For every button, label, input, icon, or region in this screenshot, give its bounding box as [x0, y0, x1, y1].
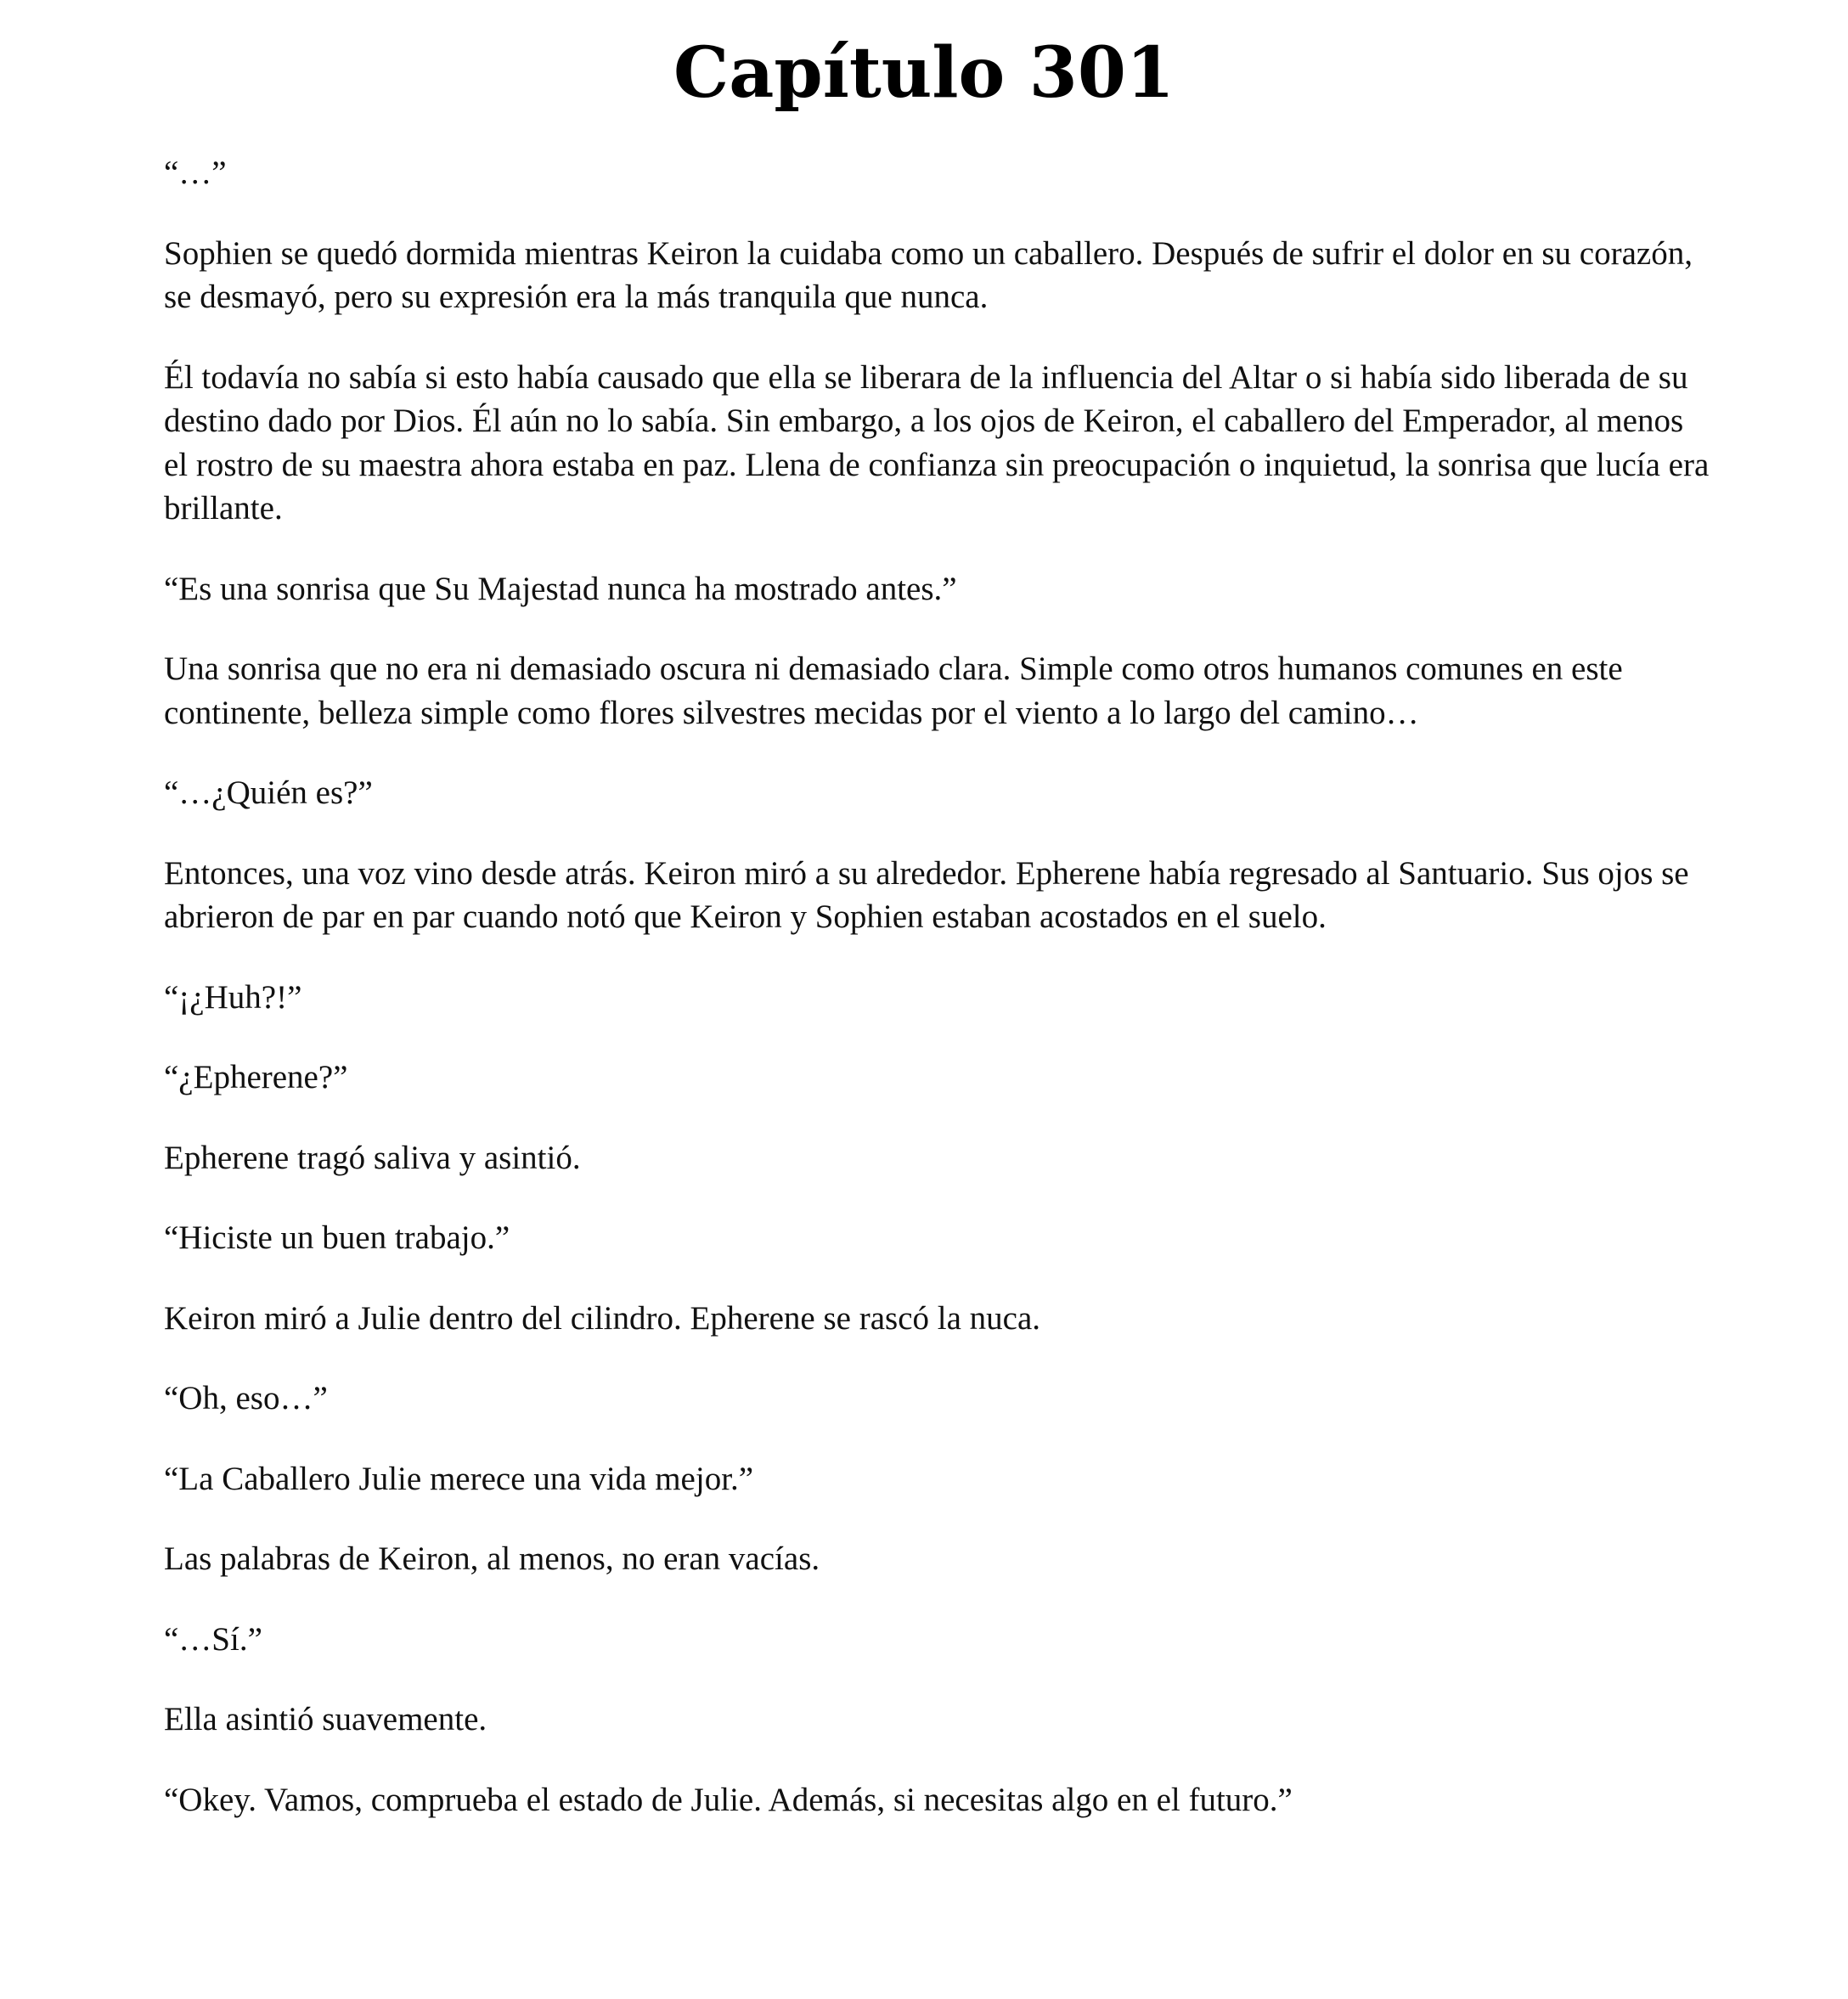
chapter-body: [164, 151, 1710, 1858]
paragraph: Epherene tragó saliva y asintió.: [164, 1139, 581, 1176]
paragraph: Sophien se quedó dormida mientras Keiron la cuidaba como un caballero. Después de sufrir el dolor en su corazón, se desmayó, pero su expresión era la más tranquila que nunca.: [164, 234, 1693, 315]
paragraph: “…¿Quién es?”: [164, 774, 373, 811]
paragraph: “Es una sonrisa que Su Majestad nunca ha mostrado antes.”: [164, 570, 957, 607]
paragraph: “¡¿Huh?!”: [164, 978, 302, 1016]
paragraph: Una sonrisa que no era ni demasiado oscura ni demasiado clara. Simple como otros humanos comunes en este continente, belleza simple como flores silvestres mecidas por el viento a lo largo del camino…: [164, 650, 1623, 731]
paragraph: “Hiciste un buen trabajo.”: [164, 1219, 510, 1256]
paragraph: “¿Epherene?”: [164, 1059, 348, 1095]
paragraph: “La Caballero Julie merece una vida mejor.”: [164, 1460, 754, 1497]
chapter-title: Capítulo 301: [673, 32, 1175, 114]
paragraph: “…”: [164, 155, 227, 191]
paragraph: Ella asintió suavemente.: [164, 1701, 487, 1737]
paragraph: Keiron miró a Julie dentro del cilindro. Epherene se rascó la nuca.: [164, 1299, 1041, 1337]
paragraph: “Okey. Vamos, comprueba el estado de Julie. Además, si necesitas algo en el futuro.”: [164, 1781, 1293, 1818]
paragraph: Él todavía no sabía si esto había causado que ella se liberara de la influencia del Altar o si había sido liberada de su destino dado por Dios. Él aún no lo sabía. Sin embargo, a los ojos de Keiron, el caballero del Emperador, al menos el rostro de su maestra ahora estaba en paz. Llena de confianza sin preocupación o inquietud, la sonrisa que lucía era brillante.: [164, 358, 1710, 526]
paragraph: Entonces, una voz vino desde atrás. Keiron miró a su alrededor. Epherene había regresado al Santuario. Sus ojos se abrieron de par en par cuando notó que Keiron y Sophien estaban acostados en el suelo.: [164, 854, 1689, 935]
paragraph: “…Sí.”: [164, 1620, 262, 1658]
paragraph: “Oh, eso…”: [164, 1380, 328, 1416]
paragraph: Las palabras de Keiron, al menos, no eran vacías.: [164, 1540, 820, 1577]
